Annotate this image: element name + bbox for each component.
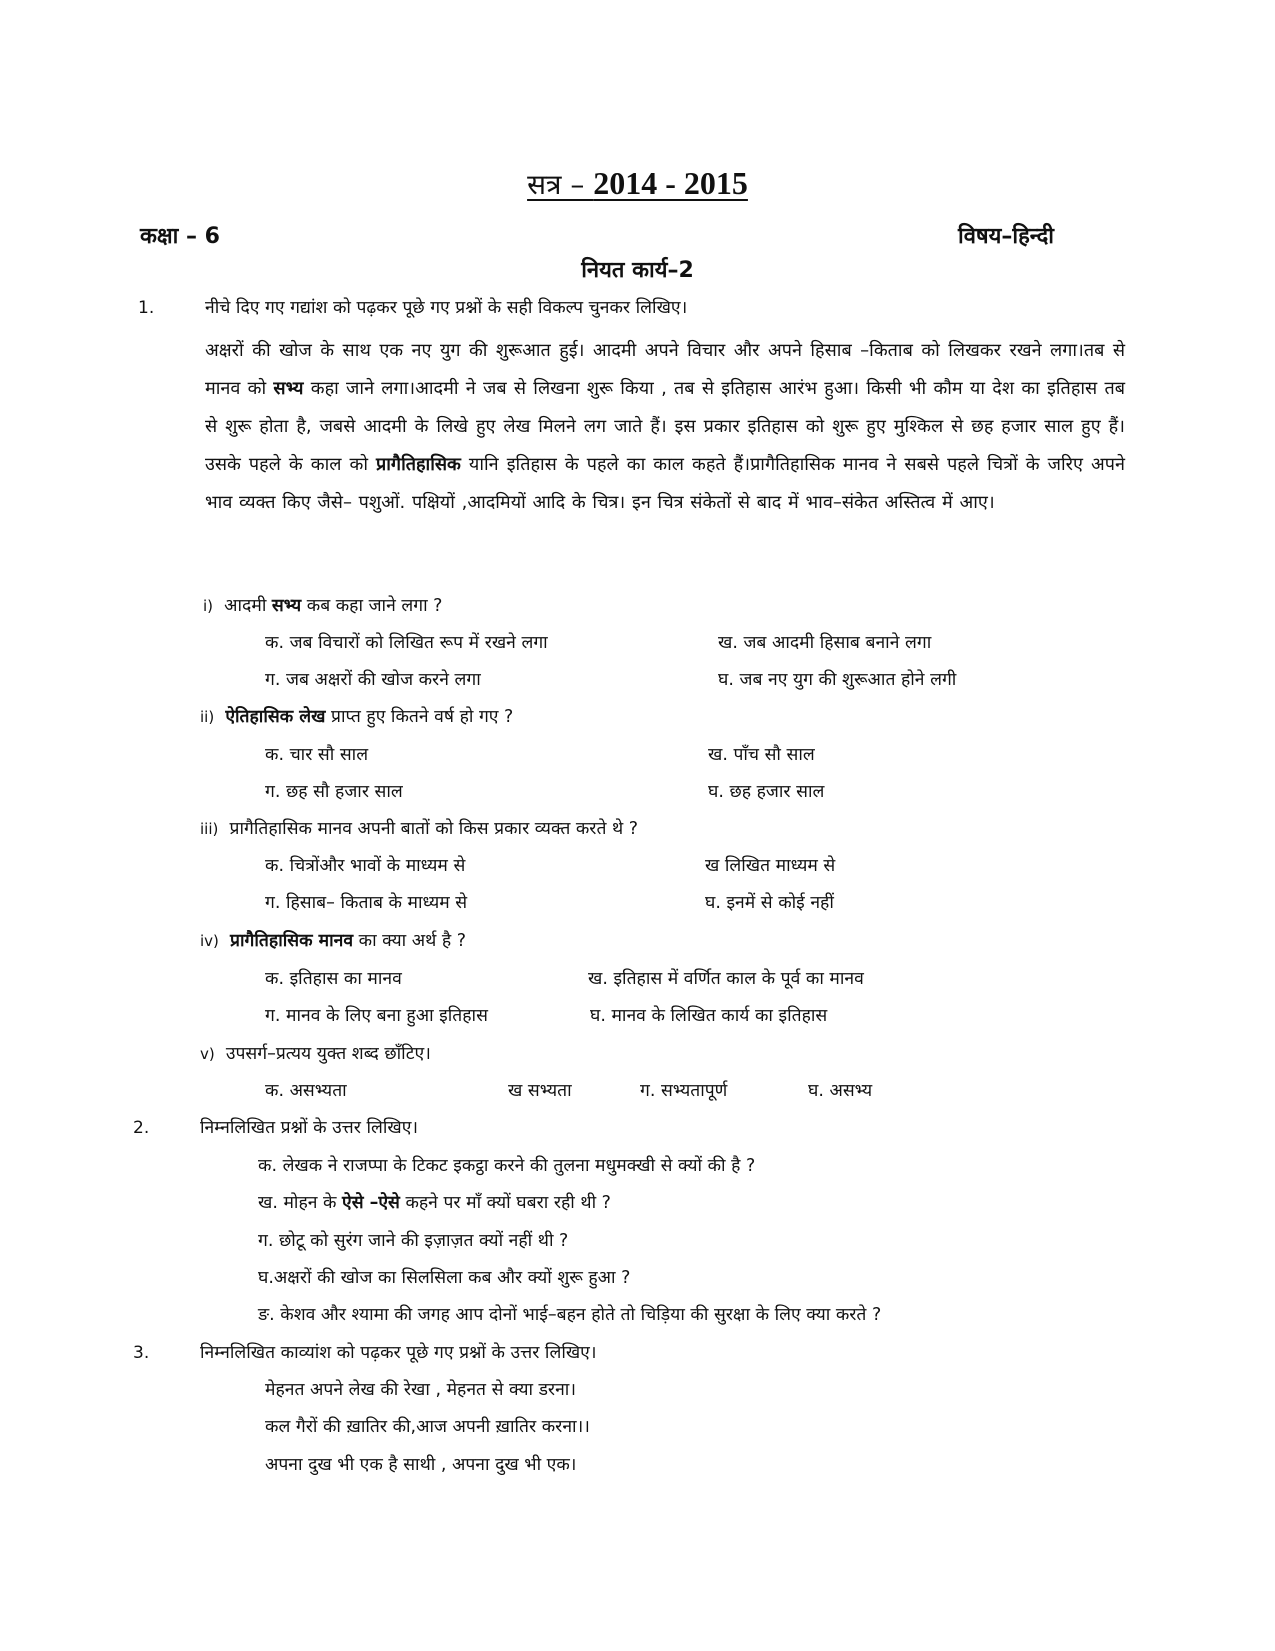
subq-text: का क्या अर्थ है ? — [353, 931, 467, 951]
subject-label: विषय–हिन्दी — [958, 224, 1054, 249]
passage-bold-pragaitihasik: प्रागैतिहासिक — [376, 454, 461, 475]
subq-text: आदमी — [224, 596, 272, 616]
q2-item-text: ख. मोहन के — [258, 1193, 343, 1213]
session-label: सत्र – — [527, 168, 594, 201]
session-heading — [0, 165, 1275, 203]
subq-ii — [200, 704, 513, 728]
poem-line-2: कल गैरों की ख़ातिर की,आज अपनी ख़ातिर करना।। — [265, 1417, 590, 1437]
option-iv-gha: घ. मानव के लिखित कार्य का इतिहास — [590, 1006, 828, 1026]
passage-part-c: यानि इतिहास के पहले का काल कहते हैं।प्रागैतिहासिक मानव ने सबसे पहले चित्रों के जरिए अपने भाव व्यक्त किए जैसे– पशुओं. पक्षियों ,आदमियों आदि के चित्र। इन चित्र संकेतों से बाद में भाव–संकेत अस्तित्व में आए। — [205, 454, 1126, 513]
subq-i — [203, 593, 442, 617]
option-v-gha: घ. असभ्य — [808, 1081, 873, 1101]
q2-number: 2. — [133, 1118, 150, 1138]
passage-part-b: कहा जाने लगा।आदमी ने जब से लिखना शुरू किया , तब से इतिहास आरंभ हुआ। किसी भी कौम या देश का इतिहास तब से शुरू होता है, जबसे आदमी के लिखे हुए लेख मिलने लग जाते हैं। इस प्रकार इतिहास को शुरू हुए मुश्किल से छह हजार साल हुए हैं। उसके पहले के काल को — [205, 378, 1125, 475]
q3-instruction: निम्नलिखित काव्यांश को पढ़कर पूछे गए प्रश्नों के उत्तर लिखिए। — [200, 1343, 597, 1363]
option-iii-kha: ख लिखित माध्यम से — [705, 856, 836, 876]
q2-item-ka: क. लेखक ने राजप्पा के टिकट इकट्ठा करने की तुलना मधुमक्खी से क्यों की है ? — [258, 1156, 756, 1176]
option-i-kha: ख. जब आदमी हिसाब बनाने लगा — [718, 633, 932, 653]
option-v-ga: ग. सभ्यतापूर्ण — [640, 1081, 728, 1101]
q1-instruction: नीचे दिए गए गद्यांश को पढ़कर पूछे गए प्रश्नों के सही विकल्प चुनकर लिखिए। — [205, 298, 688, 318]
option-i-gha: घ. जब नए युग की शुरूआत होने लगी — [718, 670, 957, 690]
option-iii-ga: ग. हिसाब– किताब के माध्यम से — [265, 893, 468, 913]
class-label: कक्षा – 6 — [140, 224, 220, 249]
q1-passage — [205, 332, 1125, 522]
passage-bold-sabhya: सभ्य — [273, 378, 304, 399]
assignment-title: नियत कार्य–2 — [581, 258, 694, 283]
option-v-kha: ख सभ्यता — [508, 1081, 572, 1101]
subq-label: iii) — [200, 820, 219, 838]
subq-label: i) — [203, 597, 214, 615]
option-iii-gha: घ. इनमें से कोई नहीं — [705, 893, 834, 913]
q2-item-text: कहने पर माँ क्यों घबरा रही थी ? — [399, 1193, 611, 1213]
subq-text: प्राप्त हुए कितने वर्ष हो गए ? — [325, 707, 514, 727]
option-iv-ga: ग. मानव के लिए बना हुआ इतिहास — [265, 1006, 488, 1026]
poem-line-1: मेहनत अपने लेख की रेखा , मेहनत से क्या डरना। — [265, 1380, 576, 1400]
option-iii-ka: क. चित्रोंऔर भावों के माध्यम से — [265, 856, 466, 876]
subq-iv — [200, 928, 466, 952]
option-v-ka: क. असभ्यता — [265, 1081, 347, 1101]
subq-label: v) — [200, 1045, 215, 1063]
option-iv-kha: ख. इतिहास में वर्णित काल के पूर्व का मानव — [588, 969, 864, 989]
option-ii-ka: क. चार सौ साल — [265, 745, 369, 765]
subq-label: iv) — [200, 932, 219, 950]
subq-text: उपसर्ग–प्रत्यय युक्त शब्द छाँटिए। — [225, 1044, 431, 1064]
q2-item-bold: ऐसे –ऐसे — [342, 1193, 400, 1213]
poem-line-3: अपना दुख भी एक है साथी , अपना दुख भी एक। — [265, 1455, 577, 1475]
subq-v — [200, 1041, 431, 1065]
q2-instruction: निम्नलिखित प्रश्नों के उत्तर लिखिए। — [200, 1118, 419, 1138]
q2-item-kha — [258, 1190, 611, 1214]
subq-bold: ऐतिहासिक लेख — [225, 707, 326, 727]
subq-bold: सभ्य — [271, 596, 302, 616]
q2-item-nga: ङ. केशव और श्यामा की जगह आप दोनों भाई–बहन होते तो चिड़िया की सुरक्षा के लिए क्या करते ? — [258, 1305, 882, 1325]
option-iv-ka: क. इतिहास का मानव — [265, 969, 402, 989]
subq-iii — [200, 816, 638, 840]
option-ii-gha: घ. छह हजार साल — [708, 782, 825, 802]
option-ii-kha: ख. पाँच सौ साल — [708, 745, 815, 765]
subq-bold: प्रागैतिहासिक मानव — [230, 931, 354, 951]
q2-item-ga: ग. छोटू को सुरंग जाने की इज़ाज़त क्यों नहीं थी ? — [258, 1231, 569, 1251]
option-i-ga: ग. जब अक्षरों की खोज करने लगा — [265, 670, 481, 690]
subq-text: कब कहा जाने लगा ? — [301, 596, 443, 616]
option-ii-ga: ग. छह सौ हजार साल — [265, 782, 403, 802]
session-years: 2014 - 2015 — [593, 165, 748, 201]
passage-part-a: अक्षरों की खोज के साथ एक नए युग की शुरूआत हुई। आदमी अपने विचार और अपने हिसाब –किताब को लिखकर रखने लगा।तब से मानव को — [205, 340, 1125, 399]
q2-item-gha: घ.अक्षरों की खोज का सिलसिला कब और क्यों शुरू हुआ ? — [258, 1268, 631, 1288]
subq-text: प्रागैतिहासिक मानव अपनी बातों को किस प्रकार व्यक्त करते थे ? — [229, 819, 639, 839]
q1-number: 1. — [138, 298, 155, 318]
q3-number: 3. — [133, 1343, 150, 1363]
option-i-ka: क. जब विचारों को लिखित रूप में रखने लगा — [265, 633, 548, 653]
subq-label: ii) — [200, 708, 215, 726]
